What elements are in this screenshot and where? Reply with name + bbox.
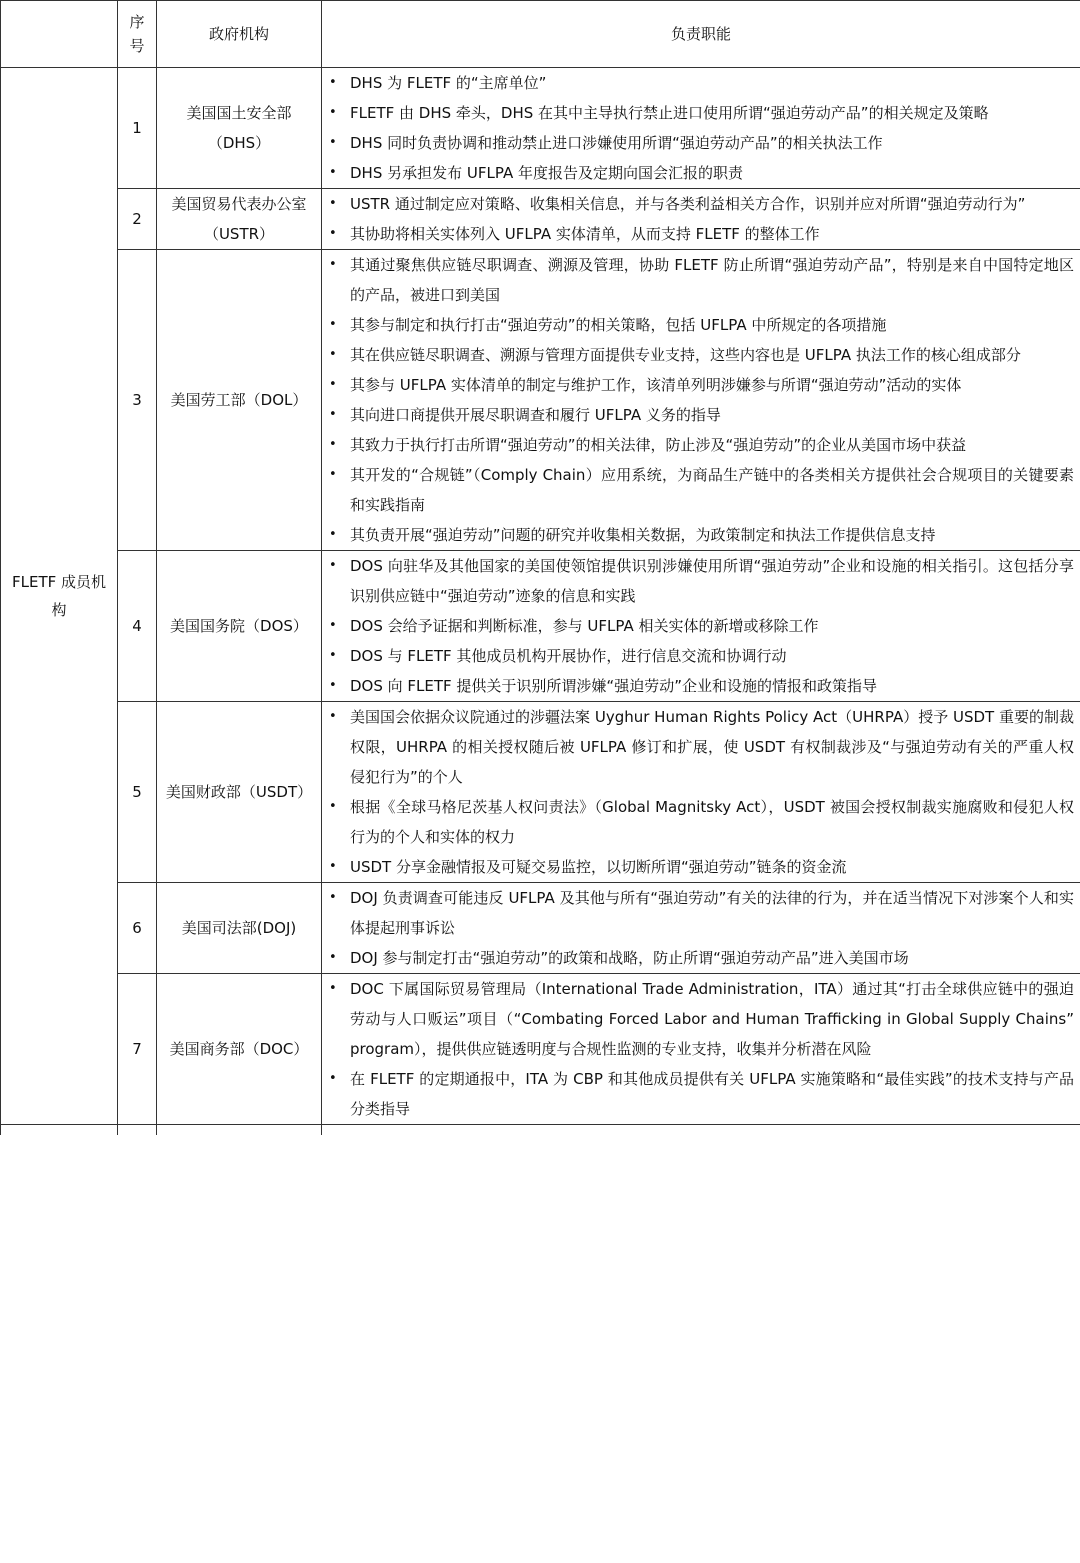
row-seq: 5 [118,702,157,883]
duty-item: • 其通过聚焦供应链尽职调查、溯源及管理，协助 FLETF 防止所谓“强迫劳动产品”，特别是来自中国特定地区的产品，被进口到美国 [350,250,1074,310]
header-seq: 序号 [118,1,157,68]
duty-item: • DOJ 参与制定打击“强迫劳动”的政策和战略，防止所谓“强迫劳动产品”进入美国市场 [350,943,1074,973]
duty-item: • DOJ 负责调查可能违反 UFLPA 及其他与所有“强迫劳动”有关的法律的行为，并在适当情况下对涉案个人和实体提起刑事诉讼 [350,883,1074,943]
row-duties [322,250,1080,551]
duty-item: • USDT 分享金融情报及可疑交易监控，以切断所谓“强迫劳动”链条的资金流 [350,852,1074,882]
empty-cell [118,1125,157,1136]
duties-list [322,974,1074,1124]
duty-item: • DOS 向 FLETF 提供关于识别所谓涉嫌“强迫劳动”企业和设施的情报和政策指导 [350,671,1074,701]
row-duties [322,189,1080,250]
row-duties [322,702,1080,883]
table-row-continued [1,1125,1080,1136]
duty-item: • 其参与制定和执行打击“强迫劳动”的相关策略，包括 UFLPA 中所规定的各项措施 [350,310,1074,340]
duty-item: • DHS 同时负责协调和推动禁止进口涉嫌使用所谓“强迫劳动产品”的相关执法工作 [350,128,1074,158]
table-row [1,551,1080,702]
duty-item: • 其向进口商提供开展尽职调查和履行 UFLPA 义务的指导 [350,400,1074,430]
duty-item: • DOS 会给予证据和判断标准，参与 UFLPA 相关实体的新增或移除工作 [350,611,1074,641]
duty-item: • 其致力于执行打击所谓“强迫劳动”的相关法律，防止涉及“强迫劳动”的企业从美国市场中获益 [350,430,1074,460]
duties-list [322,702,1074,882]
header-category [1,1,118,68]
duty-item: • 其开发的“合规链”（Comply Chain）应用系统，为商品生产链中的各类相关方提供社会合规项目的关键要素和实践指南 [350,460,1074,520]
table-row [1,974,1080,1125]
empty-cell [322,1125,1080,1136]
table-row [1,189,1080,250]
table-row [1,68,1080,189]
duty-item: • 其协助将相关实体列入 UFLPA 实体清单，从而支持 FLETF 的整体工作 [350,219,1074,249]
row-agency: 美国劳工部（DOL） [157,250,322,551]
row-agency: 美国国务院（DOS） [157,551,322,702]
duties-list [322,68,1074,188]
row-duties [322,68,1080,189]
table-row [1,250,1080,551]
duty-item: • DHS 另承担发布 UFLPA 年度报告及定期向国会汇报的职责 [350,158,1074,188]
duty-item: • 其在供应链尽职调查、溯源与管理方面提供专业支持，这些内容也是 UFLPA 执法工作的核心组成部分 [350,340,1074,370]
row-duties [322,883,1080,974]
row-seq: 1 [118,68,157,189]
row-duties [322,551,1080,702]
duty-item: • USTR 通过制定应对策略、收集相关信息，并与各类利益相关方合作，识别并应对所谓“强迫劳动行为” [350,189,1074,219]
row-seq: 7 [118,974,157,1125]
table-row [1,702,1080,883]
empty-cell [1,1125,118,1136]
duty-item: • DOS 与 FLETF 其他成员机构开展协作，进行信息交流和协调行动 [350,641,1074,671]
empty-cell [157,1125,322,1136]
header-agency: 政府机构 [157,1,322,68]
duties-list [322,250,1074,550]
duties-list [322,189,1074,249]
row-duties [322,974,1080,1125]
row-seq: 2 [118,189,157,250]
duty-item: • 其负责开展“强迫劳动”问题的研究并收集相关数据，为政策制定和执法工作提供信息支持 [350,520,1074,550]
table-row [1,883,1080,974]
duty-item: • 根据《全球马格尼茨基人权问责法》（Global Magnitsky Act），USDT 被国会授权制裁实施腐败和侵犯人权行为的个人和实体的权力 [350,792,1074,852]
duty-item: • FLETF 由 DHS 牵头，DHS 在其中主导执行禁止进口使用所谓“强迫劳动产品”的相关规定及策略 [350,98,1074,128]
duties-list [322,551,1074,701]
duty-item: • DOC 下属国际贸易管理局（International Trade Administration，ITA）通过其“打击全球供应链中的强迫劳动与人口贩运”项目（“Combating Forced Labor and Human Trafficking in Global Supply Chains” program），提供供应链透明度与合规性监测的专业支持，收集并分析潜在风险 [350,974,1074,1064]
row-seq: 4 [118,551,157,702]
row-agency: 美国国土安全部（DHS） [157,68,322,189]
table-body [1,68,1080,1136]
table-header-row [1,1,1080,68]
duty-item: • DHS 为 FLETF 的“主席单位” [350,68,1074,98]
duty-item: • 在 FLETF 的定期通报中，ITA 为 CBP 和其他成员提供有关 UFLPA 实施策略和“最佳实践”的技术支持与产品分类指导 [350,1064,1074,1124]
duty-item: • 其参与 UFLPA 实体清单的制定与维护工作，该清单列明涉嫌参与所谓“强迫劳动”活动的实体 [350,370,1074,400]
row-agency: 美国财政部（USDT） [157,702,322,883]
row-agency: 美国商务部（DOC） [157,974,322,1125]
row-seq: 6 [118,883,157,974]
group-label: FLETF 成员机构 [1,68,118,1125]
row-agency: 美国司法部(DOJ) [157,883,322,974]
duty-item: • DOS 向驻华及其他国家的美国使领馆提供识别涉嫌使用所谓“强迫劳动”企业和设施的相关指引。这包括分享识别供应链中“强迫劳动”迹象的信息和实践 [350,551,1074,611]
row-agency: 美国贸易代表办公室（USTR） [157,189,322,250]
duty-item: • 美国国会依据众议院通过的涉疆法案 Uyghur Human Rights Policy Act（UHRPA）授予 USDT 重要的制裁权限，UHRPA 的相关授权随后被 UFLPA 修订和扩展，使 USDT 有权制裁涉及“与强迫劳动有关的严重人权侵犯行为”的个人 [350,702,1074,792]
row-seq: 3 [118,250,157,551]
header-duties: 负责职能 [322,1,1080,68]
duties-list [322,883,1074,973]
